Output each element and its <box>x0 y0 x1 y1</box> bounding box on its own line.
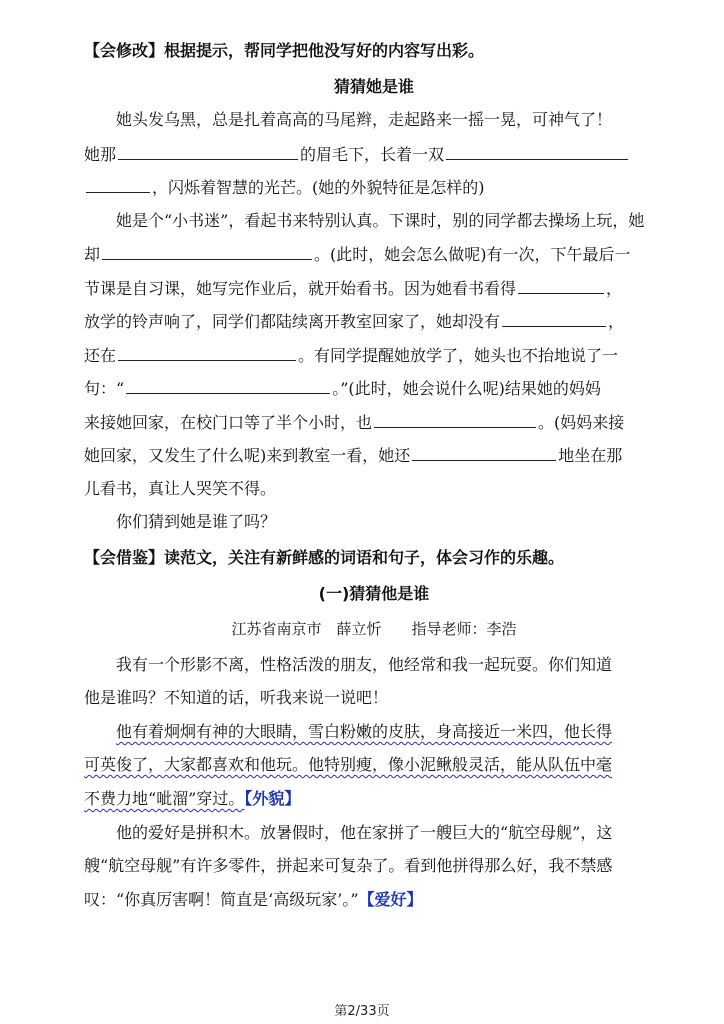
s1-line-8-text-a: 还在 <box>84 346 117 365</box>
s1-line-10-text-b: 。(妈妈来接 <box>538 413 625 432</box>
s1-line-9-text-b: 。”(此时，她会说什么呢)结果她的妈妈 <box>332 379 601 398</box>
s1-line-11 <box>84 444 664 467</box>
page-number: 第2/33页 <box>334 1004 390 1019</box>
s2-p1-line-2: 他是谁吗？不知道的话，听我来说一说吧！ <box>84 688 389 707</box>
s2-p2-line-2 <box>84 754 664 776</box>
s1-line-6-text-a: 节课是自习课，她写完作业后，就开始看书。因为她看书看得 <box>84 279 517 298</box>
s1-line-1: 她头发乌黑，总是扎着高高的马尾辫，走起路来一摇一晃，可神气了！ <box>116 110 613 129</box>
fill-blank-still-sitting[interactable] <box>412 444 556 461</box>
fill-blank-what-she-does[interactable] <box>102 243 312 260</box>
section1-heading: 【会修改】根据提示，帮同学把他没写好的内容写出彩。 <box>84 41 485 60</box>
fill-blank-quote[interactable] <box>126 377 330 394</box>
fill-blank-eyebrows[interactable] <box>118 143 298 160</box>
wavy-text: 可英俊了，大家都喜欢和他玩。他特别瘦，像小泥鳅般灵活，能从队伍中毫 <box>84 755 613 774</box>
fill-blank-eyes-cont[interactable] <box>86 176 150 193</box>
fill-blank-reading[interactable] <box>518 277 604 294</box>
s2-p3-line-2: 艘“航空母舰”有许多零件，拼起来可复杂了。看到他拼得那么好，我不禁感 <box>84 856 613 875</box>
s1-line-6 <box>84 277 664 300</box>
s1-line-3-text: ，闪烁着智慧的光芒。(她的外貌特征是怎样的) <box>152 178 485 197</box>
s2-p2-line-3 <box>84 788 664 810</box>
s1-line-11-text-a: 她回家，又发生了什么呢)来到教室一看，她还 <box>84 446 411 465</box>
section2-title: (一)猜猜他是谁 <box>318 584 430 603</box>
s2-p3-line-1: 他的爱好是拼积木。放暑假时，他在家拼了一艘巨大的“航空母舰”，这 <box>116 823 613 842</box>
wavy-text: 他有着炯炯有神的大眼睛，雪白粉嫩的皮肤，身高接近一米四，他长得 <box>116 722 613 741</box>
s1-line-5-text-a: 却 <box>84 245 101 264</box>
fill-blank-still[interactable] <box>118 344 296 361</box>
s1-line-13: 你们猜到她是谁了吗？ <box>116 512 277 531</box>
s1-line-7-text-a: 放学的铃声响了，同学们都陆续离开教室回家了，她却没有 <box>84 312 501 331</box>
s1-line-10-text-a: 来接她回家，在校门口等了半个小时，也 <box>84 413 373 432</box>
s1-line-3 <box>84 176 664 199</box>
s1-line-2 <box>84 143 664 166</box>
s1-line-6-text-b: ， <box>606 279 623 298</box>
s1-line-8-text-b: 。有同学提醒她放学了，她头也不抬地说了一 <box>298 346 619 365</box>
s1-line-7 <box>84 310 664 333</box>
byline: 江苏省南京市 薛立忻 指导老师：李浩 <box>231 620 517 638</box>
s1-line-11-text-b: 地坐在那 <box>558 446 623 465</box>
s2-p3-line-3 <box>84 889 664 911</box>
section1-title: 猜猜她是谁 <box>333 77 414 96</box>
fill-blank-did-not[interactable] <box>502 310 606 327</box>
s1-line-4: 她是个“小书迷”，看起书来特别认真。下课时，别的同学都去操场上玩，她 <box>116 211 645 230</box>
s2-p1-line-1: 我有一个形影不离，性格活泼的朋友，他经常和我一起玩耍。你们知道 <box>116 655 613 674</box>
s1-line-5-text-b: 。(此时，她会怎么做呢)有一次，下午最后一 <box>314 245 631 264</box>
s1-line-5 <box>84 243 664 266</box>
s1-line-10 <box>84 411 664 434</box>
s1-line-7-text-b: ， <box>608 312 625 331</box>
s2-p3-line-3-text: 叹：“你真厉害啊！简直是‘高级玩家’。” <box>84 890 359 909</box>
s1-line-8 <box>84 344 664 367</box>
hobby-tag: 【爱好】 <box>358 890 423 909</box>
s1-line-2-text-b: 的眉毛下，长着一双 <box>300 145 445 164</box>
fill-blank-mother[interactable] <box>374 411 536 428</box>
s2-p2-line-1 <box>84 721 664 743</box>
wavy-text: 不费力地“呲溜”穿过。 <box>84 789 245 808</box>
s1-line-12: 儿看书，真让人哭笑不得。 <box>84 479 277 498</box>
section2-heading: 【会借鉴】读范文，关注有新鲜感的词语和句子，体会习作的乐趣。 <box>84 548 565 567</box>
s1-line-9-text-a: 句：“ <box>84 379 125 398</box>
fill-blank-eyes[interactable] <box>446 143 628 160</box>
s1-line-9 <box>84 377 664 400</box>
appearance-tag: 【外貌】 <box>244 789 301 808</box>
s1-line-2-text-a: 她那 <box>84 145 117 164</box>
